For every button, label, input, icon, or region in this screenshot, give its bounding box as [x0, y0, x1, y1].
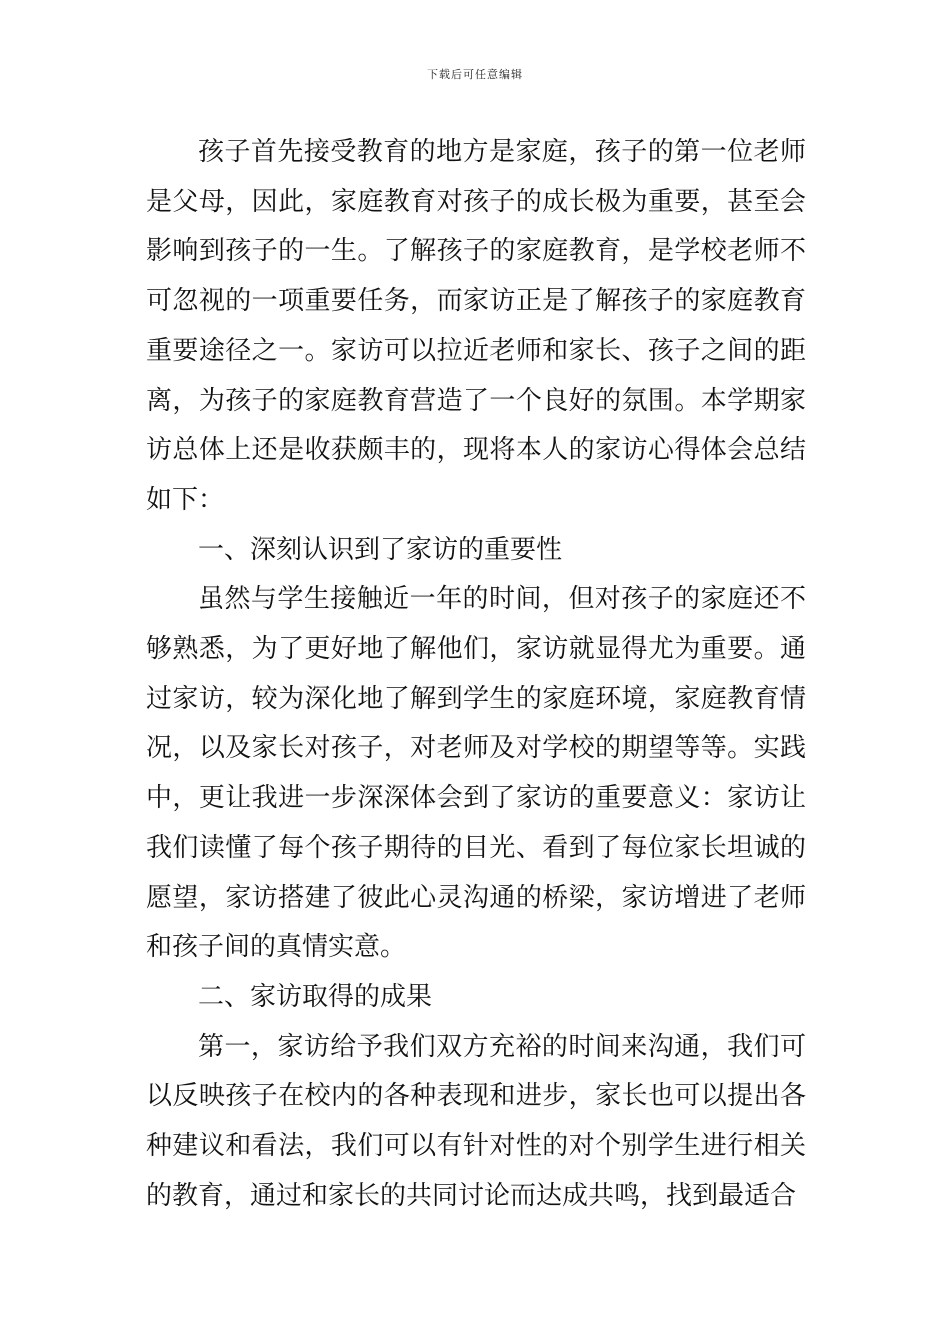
page-header-note: 下载后可任意编辑: [427, 68, 523, 81]
document-body: [146, 128, 806, 1221]
section-1-paragraph: 虽然与学生接触近一年的时间，但对孩子的家庭还不够熟悉，为了更好地了解他们，家访就显得尤为重要。通过家访，较为深化地了解到学生的家庭环境，家庭教育情况，以及家长对孩子，对老师及对学校的期望等等。实践中，更让我进一步深深体会到了家访的重要意义：家访让我们读懂了每个孩子期待的目光、看到了每位家长坦诚的愿望，家访搭建了彼此心灵沟通的桥梁，家访增进了老师和孩子间的真情实意。: [146, 584, 806, 963]
section-2-heading: 二、家访取得的成果: [198, 981, 433, 1012]
intro-paragraph: 孩子首先接受教育的地方是家庭，孩子的第一位老师是父母，因此，家庭教育对孩子的成长极为重要，甚至会影响到孩子的一生。了解孩子的家庭教育，是学校老师不可忽视的一项重要任务，而家访正是了解孩子的家庭教育重要途径之一。家访可以拉近老师和家长、孩子之间的距离，为孩子的家庭教育营造了一个良好的氛围。本学期家访总体上还是收获颇丰的，现将本人的家访心得体会总结如下：: [146, 137, 806, 515]
section-1-heading: 一、深刻认识到了家访的重要性: [198, 534, 563, 565]
section-2-paragraph: 第一，家访给予我们双方充裕的时间来沟通，我们可以反映孩子在校内的各种表现和进步，家长也可以提出各种建议和看法，我们可以有针对性的对个别学生进行相关的教育，通过和家长的共同讨论而达成共鸣，找到最适合: [146, 1031, 806, 1211]
